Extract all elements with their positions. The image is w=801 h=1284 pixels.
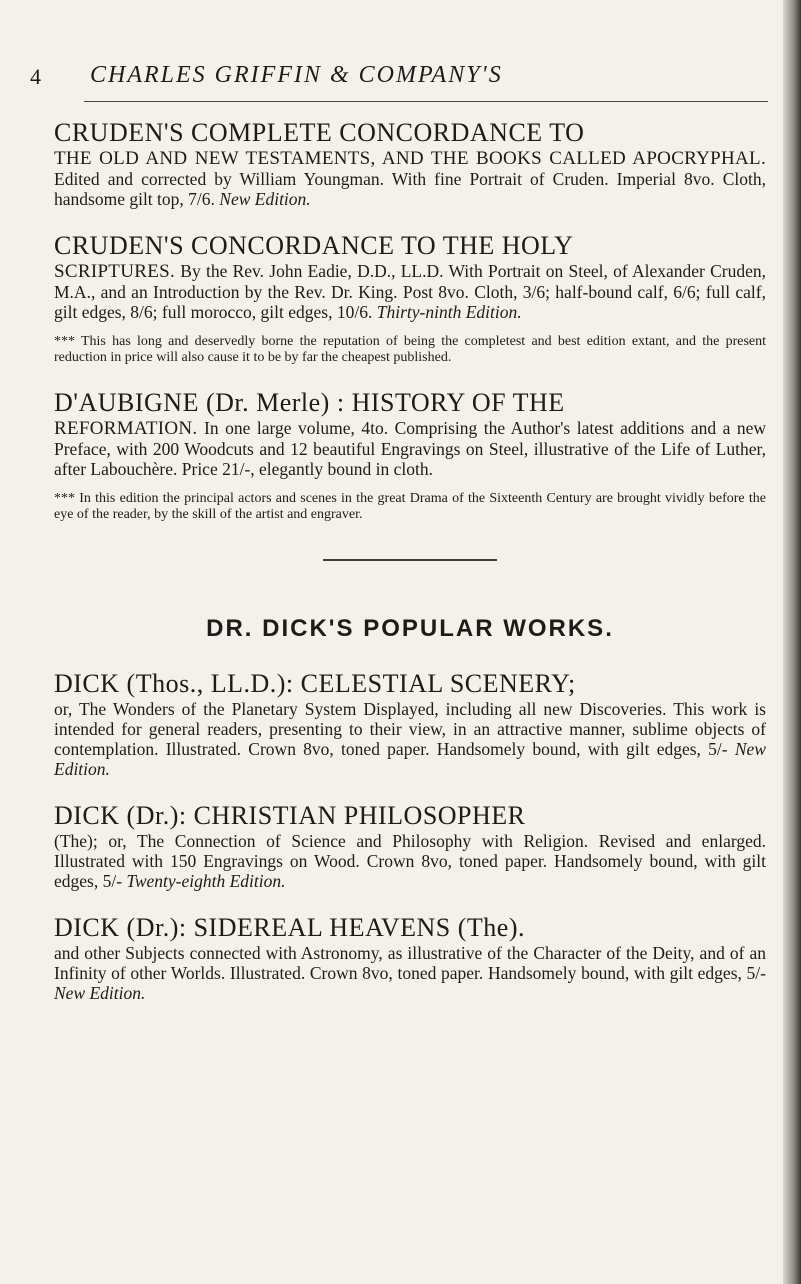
entry-cruden-complete [54, 118, 766, 209]
entry-title: CRUDEN'S CONCORDANCE TO THE HOLY [54, 231, 574, 260]
entry-body [54, 699, 766, 779]
entry-title: DICK (Thos., LL.D.): CELESTIAL SCENERY; [54, 669, 576, 698]
section-divider [323, 559, 497, 561]
entry-body [54, 943, 766, 1003]
entry-lead: SCRIPTURES. [54, 261, 176, 282]
entry-note: *** In this edition the principal actors and scenes in the great Drama of the Sixteenth Century are brought vividly before the eye of the reader, by the skill of the artist and engraver. [54, 491, 766, 522]
running-title: CHARLES GRIFFIN & COMPANY'S [90, 62, 503, 88]
entry-text: or, The Wonders of the Planetary System Displayed, including all new Discoveries. This work is intended for general readers, presenting to their view, in an attractive manner, sublime objects of contemplation. Illustrated. Crown 8vo, toned paper. Handsomely bound, with gilt edges, 5/- [54, 699, 766, 759]
entry-text: Edited and corrected by William Youngman. With fine Portrait of Cruden. Imperial 8vo. Cloth, handsome gilt top, 7/6. [54, 169, 766, 209]
entry-edition: New Edition. [54, 983, 146, 1003]
entry-text: (The); or, The Connection of Science and Philosophy with Religion. Revised and enlarged. Illustrated with 150 Engravings on Wood. Crown 8vo, toned paper. Handsomely bound, with gilt edges, 5/- [54, 831, 766, 891]
entry-body [54, 831, 766, 891]
header-rule [84, 101, 768, 102]
entry-body [54, 261, 766, 322]
entry-text: and other Subjects connected with Astronomy, as illustrative of the Character of the Deity, and of an Infinity of other Worlds. Illustrated. Crown 8vo, toned paper. Handsomely bound, with gilt edges, 5/- [54, 943, 766, 983]
entry-body [54, 148, 766, 209]
page-edge-shadow [783, 0, 801, 1284]
entry-edition: New Edition. [54, 739, 766, 779]
entry-text: In one large volume, 4to. Comprising the Author's latest additions and a new Preface, with 200 Woodcuts and 12 beautiful Engravings on Steel, illustrative of the Life of Luther, after Labouchère. Price 21/-, elegantly bound in cloth. [54, 418, 767, 479]
entry-edition: Thirty-ninth Edition. [376, 302, 522, 322]
entry-celestial-scenery [54, 669, 766, 779]
entry-title: CRUDEN'S COMPLETE CONCORDANCE TO [54, 118, 585, 147]
page-number: 4 [30, 64, 41, 89]
entry-text: By the Rev. John Eadie, D.D., LL.D. With Portrait on Steel, of Alexander Cruden, M.A., and an Introduction by the Rev. Dr. King. Post 8vo. Cloth, 3/6; half-bound calf, 6/6; full calf, gilt edges, 8/6; full morocco, gilt edges, 10/6. [54, 261, 767, 322]
entry-title: DICK (Dr.): SIDEREAL HEAVENS (The). [54, 913, 526, 942]
section-heading: DR. DICK'S POPULAR WORKS. [206, 615, 614, 642]
entry-title: D'AUBIGNE (Dr. Merle) : HISTORY OF THE [54, 388, 565, 417]
entry-lead: REFORMATION. [54, 418, 198, 439]
running-head [0, 60, 783, 100]
entry-title: DICK (Dr.): CHRISTIAN PHILOSOPHER [54, 801, 526, 830]
entry-body [54, 418, 766, 479]
page-content [54, 118, 766, 1025]
entry-edition: Twenty-eighth Edition. [126, 871, 286, 891]
entry-edition: New Edition. [219, 189, 311, 209]
entry-christian-philosopher [54, 801, 766, 891]
entry-daubigne [54, 388, 766, 523]
entry-sidereal-heavens [54, 913, 766, 1003]
entry-note: *** This has long and deservedly borne the reputation of being the completest and best edition extant, and the present reduction in price will also cause it to be by far the cheapest published. [54, 334, 766, 365]
entry-lead: THE OLD AND NEW TESTAMENTS, AND THE BOOKS CALLED APOCRYPHAL. [54, 148, 766, 169]
entry-cruden-holy [54, 231, 766, 366]
